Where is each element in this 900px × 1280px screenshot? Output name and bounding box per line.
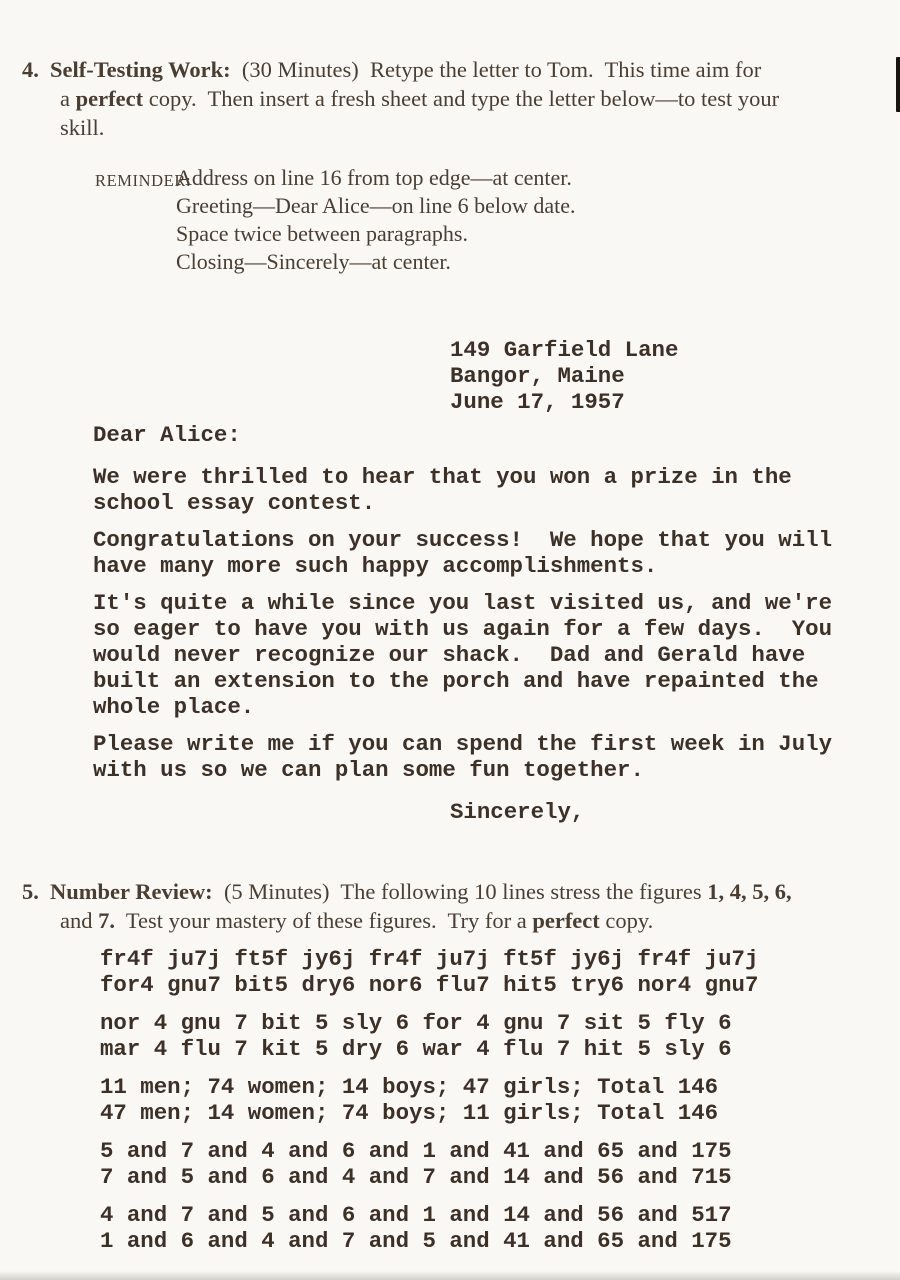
text-line: 4 and 7 and 5 and 6 and 1 and 14 and 56 and 517	[100, 1202, 732, 1228]
text-line: fr4f ju7j ft5f jy6j fr4f ju7j ft5f jy6j fr4f ju7j	[100, 946, 759, 972]
line-group	[100, 1138, 758, 1190]
text-line: Number Review: (5 Minutes) The following 10 lines stress the figures 1, 4, 5, 6,	[50, 879, 792, 904]
exercise-4-instructions	[50, 55, 882, 142]
exercise-5-number: 5.	[22, 879, 39, 904]
text-line: Bangor, Maine	[450, 363, 625, 389]
text-line: for4 gnu7 bit5 dry6 nor6 flu7 hit5 try6 nor4 gnu7	[100, 972, 759, 998]
text-line: We were thrilled to hear that you won a prize in the	[93, 464, 792, 490]
text-line: 47 men; 14 women; 74 boys; 11 girls; Total 146	[100, 1100, 719, 1126]
text-line: have many more such happy accomplishments.	[93, 553, 658, 579]
text-line: 11 men; 74 women; 14 boys; 47 girls; Total 146	[100, 1074, 719, 1100]
text-line: It's quite a while since you last visited us, and we're	[93, 590, 833, 616]
text-line: Address on line 16 from top edge—at center.	[176, 165, 572, 190]
text-line: Space twice between paragraphs.	[176, 221, 468, 246]
text-line: 5 and 7 and 4 and 6 and 1 and 41 and 65 and 175	[100, 1138, 732, 1164]
text-line: nor 4 gnu 7 bit 5 sly 6 for 4 gnu 7 sit 5 fly 6	[100, 1010, 732, 1036]
line-group	[93, 731, 873, 783]
reminder-label: REMINDER:	[95, 171, 192, 190]
exercise-4	[0, 55, 882, 142]
line-group	[100, 1010, 758, 1062]
text-line: school essay contest.	[93, 490, 376, 516]
text-line: 1 and 6 and 4 and 7 and 5 and 41 and 65 and 175	[100, 1228, 732, 1254]
line-group	[100, 946, 758, 998]
letter-greeting-text: Dear Alice:	[93, 422, 241, 448]
text-line: 149 Garfield Lane	[450, 337, 679, 363]
text-line: Closing—Sincerely—at center.	[176, 249, 451, 274]
reminder-lines	[176, 164, 826, 276]
text-line: skill.	[60, 115, 105, 140]
scan-edge-artifact	[896, 57, 900, 112]
exercise-4-number: 4.	[22, 57, 39, 82]
text-line: so eager to have you with us again for a few days. You	[93, 616, 833, 642]
letter-return-address	[450, 337, 678, 415]
line-group	[100, 1202, 758, 1254]
text-line: June 17, 1957	[450, 389, 625, 415]
letter-greeting	[93, 422, 241, 448]
line-group	[93, 527, 873, 579]
text-line: would never recognize our shack. Dad and Gerald have	[93, 642, 806, 668]
text-line: whole place.	[93, 694, 255, 720]
text-line: mar 4 flu 7 kit 5 dry 6 war 4 flu 7 hit 5 sly 6	[100, 1036, 732, 1062]
letter-closing-text: Sincerely,	[450, 799, 585, 825]
text-line: Self-Testing Work: (30 Minutes) Retype the letter to Tom. This time aim for	[50, 57, 762, 82]
number-drill-lines	[100, 946, 758, 1266]
line-group	[93, 590, 873, 720]
text-line: a perfect copy. Then insert a fresh sheet and type the letter below—to test your	[60, 86, 780, 111]
exercise-5	[0, 877, 882, 935]
line-group	[100, 1074, 758, 1126]
text-line: Please write me if you can spend the first week in July	[93, 731, 833, 757]
text-line: with us so we can plan some fun together.	[93, 757, 644, 783]
text-line: built an extension to the porch and have repainted the	[93, 668, 819, 694]
line-group	[93, 464, 873, 516]
text-line: Greeting—Dear Alice—on line 6 below date.	[176, 193, 576, 218]
letter-body	[93, 464, 873, 794]
text-line: Congratulations on your success! We hope that you will	[93, 527, 833, 553]
text-line: 7 and 5 and 6 and 4 and 7 and 14 and 56 and 715	[100, 1164, 732, 1190]
letter-closing	[450, 799, 584, 825]
exercise-5-instructions	[50, 877, 882, 935]
text-line: and 7. Test your mastery of these figures. Try for a perfect copy.	[60, 908, 654, 933]
